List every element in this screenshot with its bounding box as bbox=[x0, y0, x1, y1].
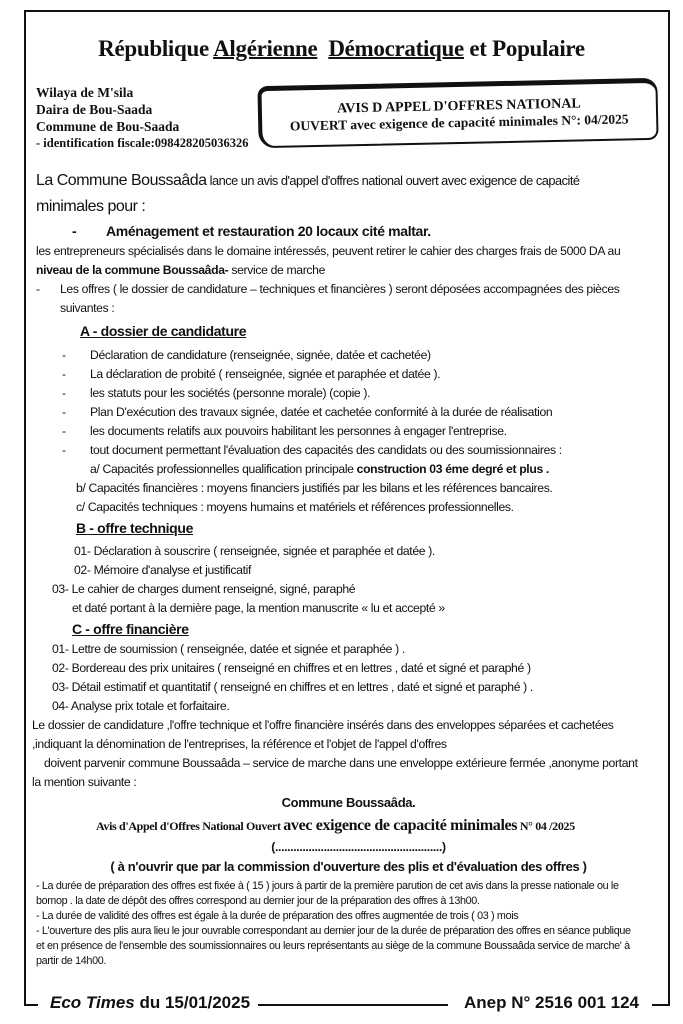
bullet: - bbox=[62, 348, 66, 362]
footer-rule-left bbox=[24, 1004, 38, 1006]
offres-line2: suivantes : bbox=[60, 301, 115, 315]
section-a-item bbox=[36, 422, 661, 441]
retrait-line1: les entrepreneurs spécialisés dans le domaine intéressés, peuvent retirer le cahier des charges frais de 5000 DA au bbox=[36, 244, 621, 258]
daira: Daira de Bou-Saada bbox=[36, 102, 153, 117]
footer-rule-corner bbox=[668, 992, 670, 1006]
section-c-item: 02- Bordereau des prix unitaires ( renseigné en chiffres et en lettres , daté et signé et paraphé ) bbox=[52, 661, 531, 675]
fiscal-id: - identification fiscale:098428205036326 bbox=[36, 136, 249, 150]
section-a-list bbox=[36, 346, 661, 460]
intro-line2: minimales pour : bbox=[36, 198, 146, 215]
capacity-a: a/ Capacités professionnelles qualification principale construction 03 éme degré et plus . bbox=[90, 462, 549, 476]
intro-line1: La Commune Boussaâda lance un avis d'appel d'offres national ouvert avec exigence de capacité bbox=[36, 172, 580, 189]
section-a-item bbox=[36, 403, 661, 422]
publication-info bbox=[44, 992, 256, 1014]
offres-line1: - Les offres ( le dossier de candidature – techniques et financières ) seront déposées accompagnées des pièces bbox=[36, 282, 620, 296]
note-opening: - L'ouverture des plis aura lieu le jour ouvrable correspondant au dernier jour de la durée de préparation des offres en séance publique et en présence de l'ensemble des soumissionnaires ou leurs représentants au siège de la commune Boussaâda service de marche' à partir de 14h00. bbox=[36, 925, 631, 967]
issuer-block bbox=[36, 84, 248, 152]
capacity-b: b/ Capacités financières : moyens financiers justifiés par les bilans et les références bancaires. bbox=[76, 481, 553, 495]
publication-date: du 15/01/2025 bbox=[134, 993, 251, 1012]
wilaya: Wilaya de M'sila bbox=[36, 85, 134, 100]
paper-name: Eco Times bbox=[50, 993, 135, 1012]
section-a-heading: A - dossier de candidature bbox=[80, 323, 247, 339]
do-not-open-mention: ( à n'ouvrir que par la commission d'ouverture des plis et d'évaluation des offres ) bbox=[110, 859, 587, 874]
section-c-heading: C - offre financière bbox=[72, 621, 189, 637]
section-b-item: 02- Mémoire d'analyse et justificatif bbox=[74, 563, 252, 577]
envelope-reference: Avis d'Appel d'Offres National Ouvert avec exigence de capacité minimales N° 04 /2025 bbox=[96, 817, 575, 834]
section-a-item bbox=[36, 365, 661, 384]
note-preparation: - La durée de préparation des offres est fixée à ( 15 ) jours à partir de la première parution de cet avis dans la presse nationale ou le bomop . la date de dépôt des offres correspond au dernier jour de la préparation des offres à 13h00. bbox=[36, 880, 619, 907]
bullet: - bbox=[62, 386, 66, 400]
addressee: Commune Boussaâda. bbox=[281, 795, 416, 810]
section-b-item: 01- Déclaration à souscrire ( renseignée, signée et paraphée et datée ). bbox=[74, 544, 435, 558]
envelope-line2: ,indiquant la dénomination de l'entreprises, la référence et l'objet de l'appel d'offres bbox=[32, 737, 447, 751]
section-b-heading: B - offre technique bbox=[76, 520, 194, 536]
commune: Commune de Bou-Saada bbox=[36, 119, 180, 134]
section-a-item-text: La déclaration de probité ( renseignée, signée et paraphée et datée ). bbox=[90, 367, 441, 381]
section-c-item: 03- Détail estimatif et quantitatif ( renseigné en chiffres et en lettres , daté et signé et paraphé ) . bbox=[52, 680, 533, 694]
retrait-line2: niveau de la commune Boussaâda- service de marche bbox=[36, 263, 326, 277]
section-a-item bbox=[36, 384, 661, 403]
title-underlined-2: Démocratique bbox=[328, 36, 464, 61]
notice-title-box bbox=[257, 78, 658, 148]
envelope-blank: (.......................................................) bbox=[271, 840, 446, 854]
bullet: - bbox=[62, 405, 66, 419]
footer-rule-middle bbox=[258, 1004, 448, 1006]
section-a-item bbox=[36, 346, 661, 365]
capacity-c: c/ Capacités techniques : moyens humains et matériels et références professionnelles. bbox=[76, 500, 514, 514]
notice-title-line2: OUVERT avec exigence de capacité minimales N°: 04/2025 bbox=[289, 111, 629, 134]
anep-number: Anep N° 2516 001 124 bbox=[458, 992, 645, 1014]
section-a-item-text: Plan D'exécution des travaux signée, datée et cachetée conformité à la durée de réalisation bbox=[90, 405, 553, 419]
section-b-item-continued: et daté portant à la dernière page, la mention manuscrite « lu et accepté » bbox=[72, 601, 445, 615]
section-a-item-text: les statuts pour les sociétés (personne morale) (copie ). bbox=[90, 386, 371, 400]
section-a-item-text: les documents relatifs aux pouvoirs habilitant les personnes à engager l'entreprise. bbox=[90, 424, 507, 438]
notes bbox=[36, 879, 636, 969]
notice-body bbox=[32, 168, 661, 969]
note-validity: - La durée de validité des offres est égale à la durée de préparation des offres augmentée de trois ( 03 ) mois bbox=[36, 910, 519, 922]
title-underlined-1: Algérienne bbox=[213, 36, 318, 61]
envelope-line3: doivent parvenir commune Boussaâda – service de marche dans une enveloppe extérieure fermée ,anonyme portant bbox=[44, 756, 638, 770]
section-c-item: 04- Analyse prix totale et forfaitaire. bbox=[52, 699, 230, 713]
bullet: - bbox=[62, 424, 66, 438]
bullet: - bbox=[62, 443, 66, 457]
envelope-line1: Le dossier de candidature ,l'offre technique et l'offre financière insérés dans des enveloppes séparées et cachetées bbox=[32, 718, 614, 732]
project-title: - Aménagement et restauration 20 locaux cité maltar. bbox=[72, 223, 431, 239]
notice-title-line1: AVIS D APPEL D'OFFRES NATIONAL bbox=[336, 96, 581, 117]
section-a-item bbox=[36, 441, 661, 460]
envelope-line4: la mention suivante : bbox=[32, 775, 137, 789]
section-a-item-text: Déclaration de candidature (renseignée, signée, datée et cachetée) bbox=[90, 348, 431, 362]
section-b-item: 03- Le cahier de charges dument renseigné, signé, paraphé bbox=[52, 582, 356, 596]
section-a-item-text: tout document permettant l'évaluation des capacités des candidats ou des soumissionnaires : bbox=[90, 443, 562, 457]
page-title: République Algérienne Démocratique et Populaire bbox=[98, 36, 585, 61]
section-c-item: 01- Lettre de soumission ( renseignée, datée et signée et paraphée ) . bbox=[52, 642, 405, 656]
bullet: - bbox=[62, 367, 66, 381]
